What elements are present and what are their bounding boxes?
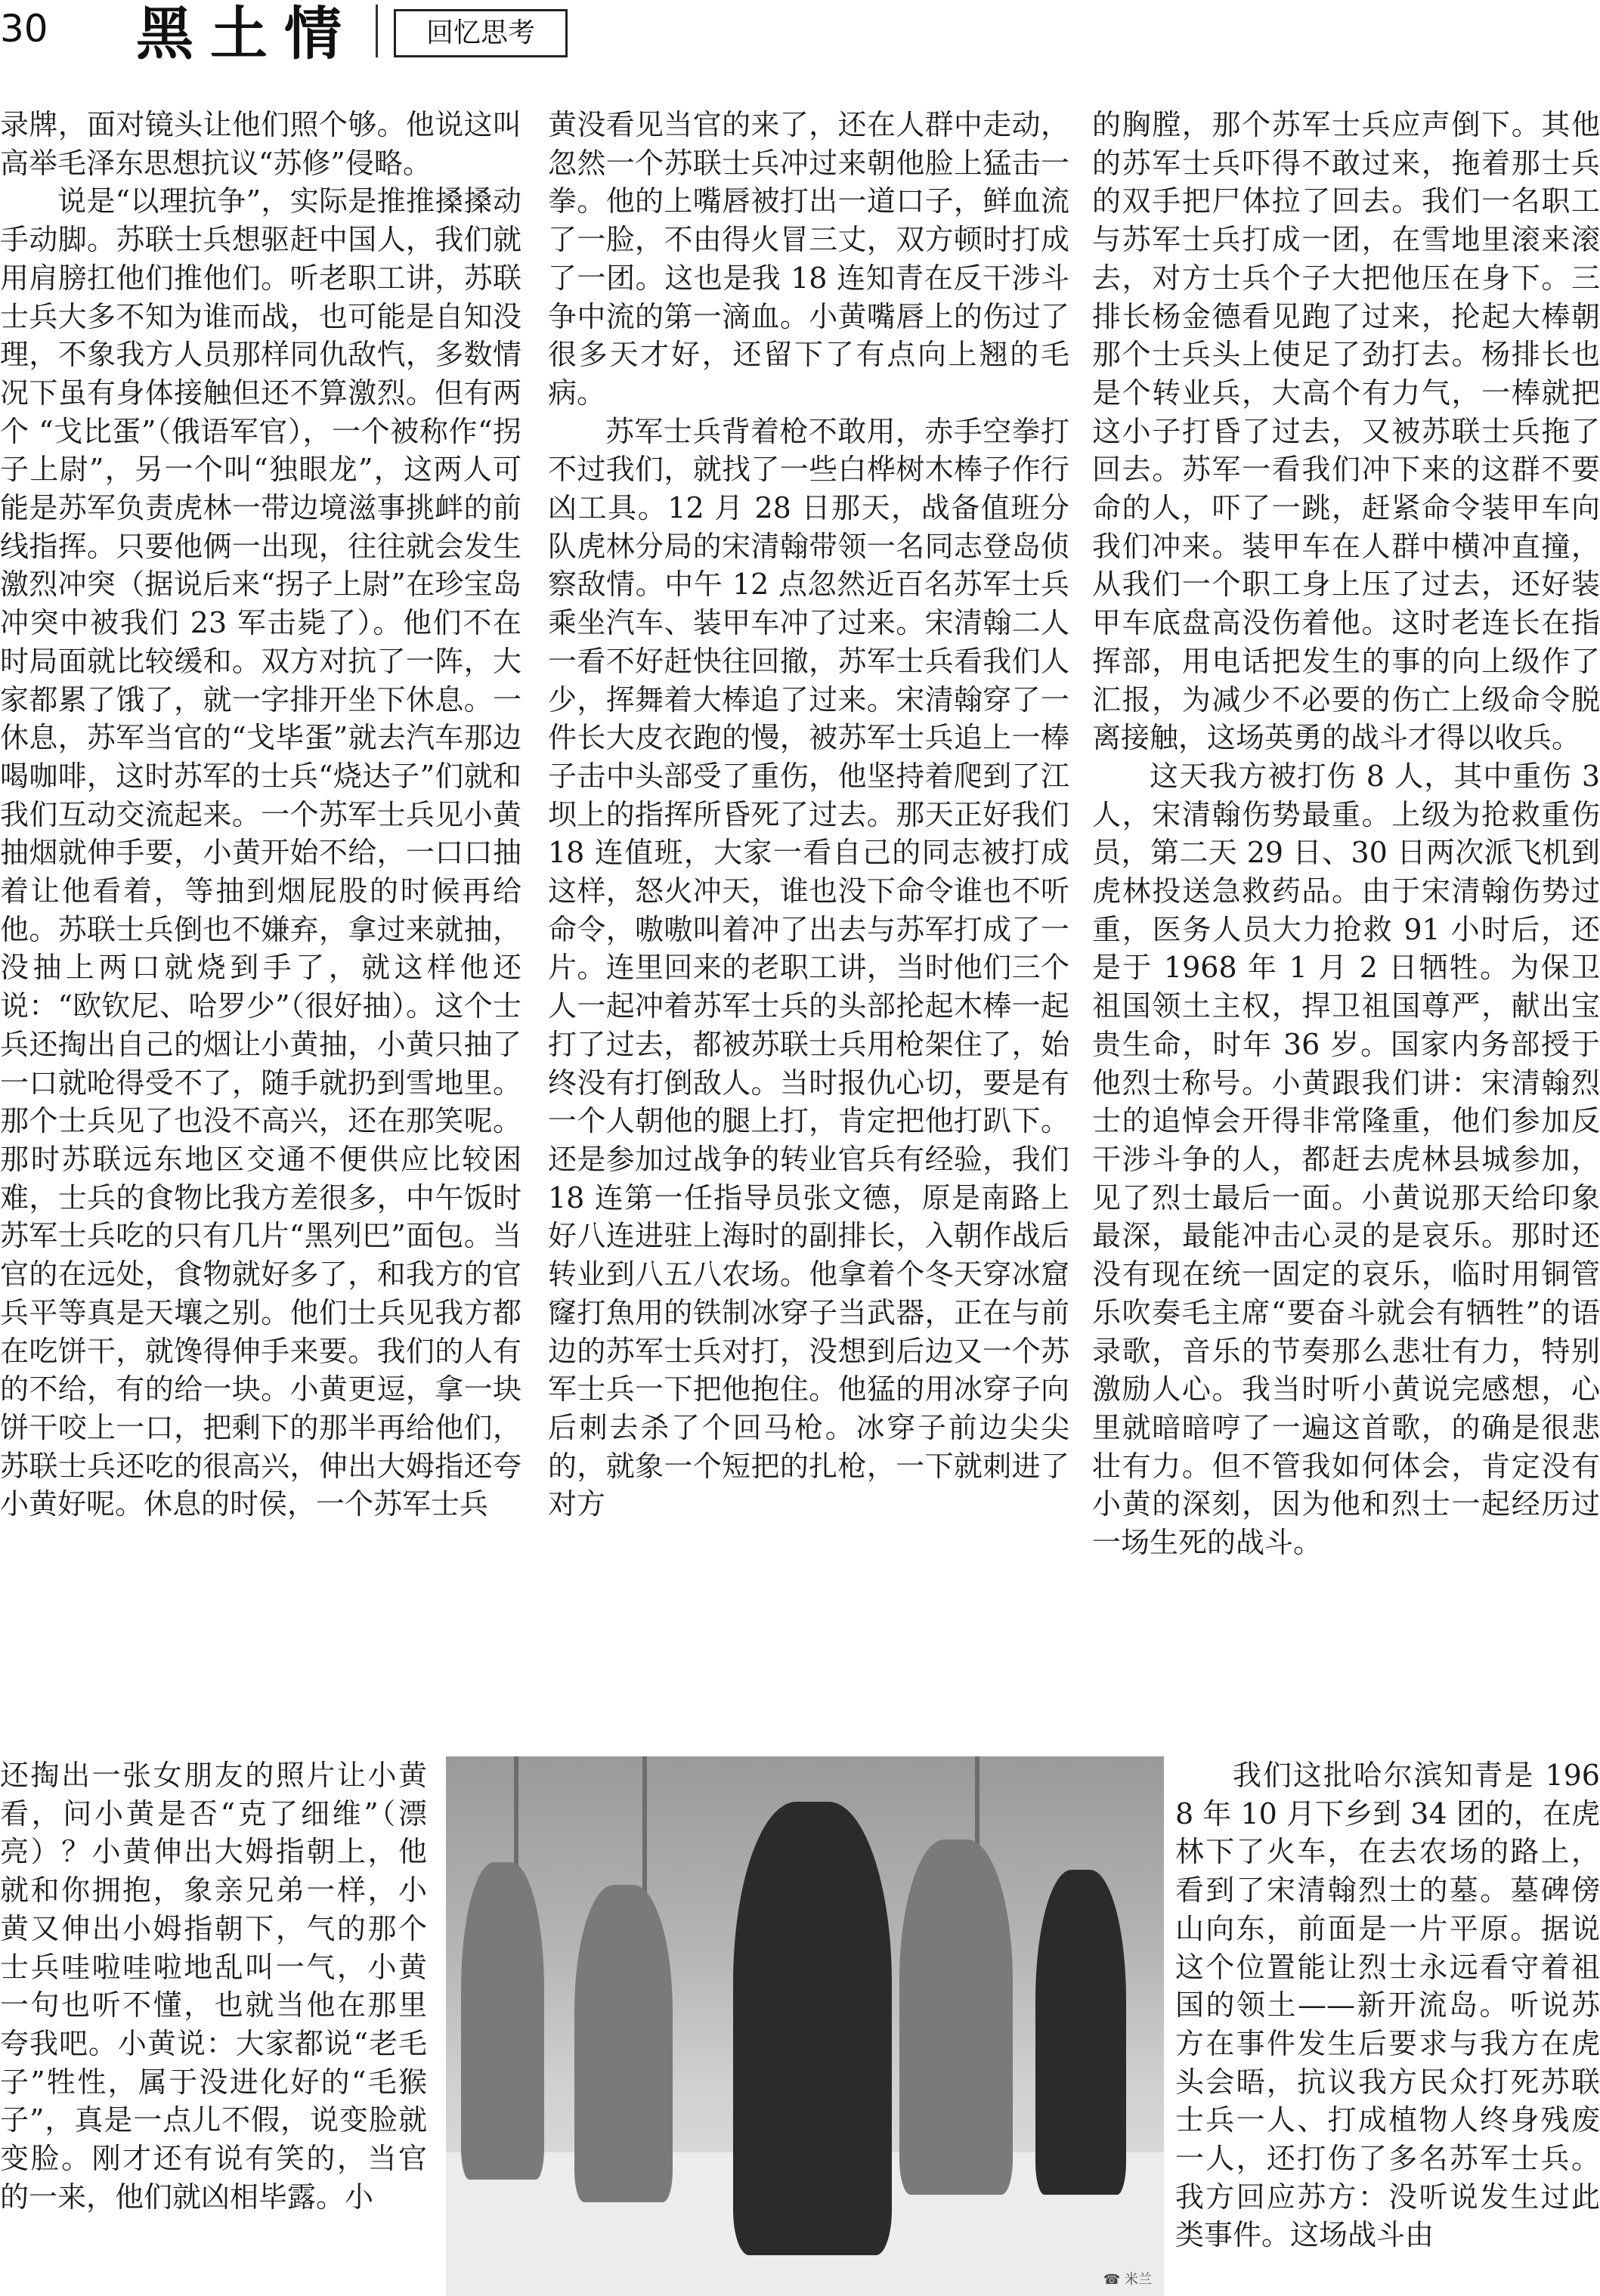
- page-number: 30: [0, 7, 48, 51]
- article-column-2: [548, 106, 1069, 1524]
- historical-photo: [446, 1756, 1164, 2296]
- paragraph: 黄没看见当官的来了，还在人群中走动，忽然一个苏联士兵冲过来朝他脸上猛击一拳。他的上嘴唇被打出一道口子，鲜血流了一脸，不由得火冒三丈，双方顿时打成了一团。这也是我 18 连知青在反干涉斗争中流的第一滴血。小黄嘴唇上的伤过了很多天才好，还留下了有点向上翘的毛病。: [548, 108, 1069, 410]
- article-column-1-wrap: [0, 1756, 427, 2216]
- section-label: 回忆思考: [394, 9, 568, 57]
- photo-figure: [461, 1862, 544, 2180]
- paragraph: 录牌，面对镜头让他们照个够。他说这叫高举毛泽东思想抗议“苏修”侵略。: [0, 108, 521, 180]
- photo-figure: [733, 1802, 892, 2255]
- header-divider: [376, 5, 378, 57]
- article-column-3-wrap: [1175, 1756, 1600, 2254]
- article-column-1: [0, 106, 521, 1524]
- paragraph: 这天我方被打伤 8 人，其中重伤 3 人，宋清翰伤势最重。上级为抢救重伤员，第二天 29 日、30 日两次派飞机到虎林投送急救药品。由于宋清翰伤势过重，医务人员大力抢救 91 小时后，还是于 1968 年 1 月 2 日牺牲。为保卫祖国领土主权，捍卫祖国尊严，献出宝贵生命，时年 36 岁。国家内务部授于他烈士称号。小黄跟我们讲：宋清翰烈士的追悼会开得非常隆重，他们参加反干涉斗争的人，都赶去虎林县城参加，见了烈士最后一面。小黄说那天给印象最深，最能冲击心灵的是哀乐。那时还没有现在统一固定的哀乐，临时用铜管乐吹奏毛主席“要奋斗就会有牺牲”的语录歌，音乐的节奏那么悲壮有力，特别激励人心。我当时听小黄说完感想，心里就暗暗哼了一遍这首歌，的确是很悲壮有力。但不管我如何体会，肯定没有小黄的深刻，因为他和烈士一起经历过一场生死的战斗。: [1092, 759, 1600, 1560]
- article-column-3: [1092, 106, 1600, 1562]
- photo-figure: [1035, 1870, 1126, 2195]
- paragraph: 还掏出一张女朋友的照片让小黄看，问小黄是否“克了细维”（漂亮）？小黄伸出大姆指朝上，他就和你拥抱，象亲兄弟一样，小黄又伸出小姆指朝下，气的那个士兵哇啦哇啦地乱叫一气，小黄一句也听不懂，也就当他在那里夸我吧。小黄说：大家都说“老毛子”牲性，属于没进化好的“毛猴子”，真是一点儿不假，说变脸就变脸。刚才还有说有笑的，当官的一来，他们就凶相毕露。小: [0, 1759, 427, 2214]
- photo-credit: ☎ 米兰: [1103, 2272, 1152, 2288]
- paragraph: 苏军士兵背着枪不敢用，赤手空拳打不过我们，就找了一些白桦树木棒子作行凶工具。12 月 28 日那天，战备值班分队虎林分局的宋清翰带领一名同志登岛侦察敌情。中午 12 点忽然近百名苏军士兵乘坐汽车、装甲车冲了过来。宋清翰二人一看不好赶快往回撤，苏军士兵看我们人少，挥舞着大棒追了过来。宋清翰穿了一件长大皮衣跑的慢，被苏军士兵追上一棒子击中头部受了重伤，他坚持着爬到了江坝上的指挥所昏死了过去。那天正好我们 18 连值班，大家一看自己的同志被打成这样，怒火冲天，谁也没下命令谁也不听命令，嗷嗷叫着冲了出去与苏军打成了一片。连里回来的老职工讲，当时他们三个人一起冲着苏军士兵的头部抡起木棒一起打了过去，都被苏联士兵用枪架住了，始终没有打倒敌人。当时报仇心切，要是有一个人朝他的腿上打，肯定把他打趴下。还是参加过战争的转业官兵有经验，我们 18 连第一任指导员张文德，原是南路上好八连进驻上海时的副排长，入朝作战后转业到八五八农场。他拿着个冬天穿冰窟窿打魚用的铁制冰穿子当武器，正在与前边的苏军士兵对打，没想到后边又一个苏军士兵一下把他抱住。他猛的用冰穿子向后刺去杀了个回马枪。冰穿子前边尖尖的，就象一个短把的扎枪，一下就刺进了对方: [548, 414, 1069, 1521]
- page-header: [0, 0, 1600, 76]
- paragraph: 说是“以理抗争”，实际是推推搡搡动手动脚。苏联士兵想驱赶中国人，我们就用肩膀扛他们推他们。听老职工讲，苏联士兵大多不知为谁而战，也可能是自知没理，不象我方人员那样同仇敌忾，多数情况下虽有身体接触但还不算激烈。但有两个 “戈比蛋”（俄语军官），一个被称作“拐子上尉”，另一个叫“独眼龙”，这两人可能是苏军负责虎林一带边境滋事挑衅的前线指挥。只要他俩一出现，往往就会发生激烈冲突（据说后来“拐子上尉”在珍宝岛冲突中被我们 23 军击毙了）。他们不在时局面就比较缓和。双方对抗了一阵，大家都累了饿了，就一字排开坐下休息。一休息，苏军当官的“戈毕蛋”就去汽车那边喝咖啡，这时苏军的士兵“烧达子”们就和我们互动交流起来。一个苏军士兵见小黄抽烟就伸手要，小黄开始不给，一口口抽着让他看着，等抽到烟屁股的时候再给他。苏联士兵倒也不嫌弃，拿过来就抽，没抽上两口就烧到手了，就这样他还说：“欧钦尼、哈罗少”（很好抽）。这个士兵还掏出自己的烟让小黄抽，小黄只抽了一口就呛得受不了，随手就扔到雪地里。那个士兵见了也没不高兴，还在那笑呢。那时苏联远东地区交通不便供应比较困难，士兵的食物比我方差很多，中午饭时苏军士兵吃的只有几片“黑列巴”面包。当官的在远处，食物就好多了，和我方的官兵平等真是天壤之别。他们士兵见我方都在吃饼干，就馋得伸手来要。我们的人有的不给，有的给一块。小黄更逗，拿一块饼干咬上一口，把剩下的那半再给他们，苏联士兵还吃的很高兴，伸出大姆指还夸小黄好呢。休息的时侯，一个苏军士兵: [0, 184, 521, 1521]
- paragraph: 我们这批哈尔滨知青是 1968 年 10 月下乡到 34 团的，在虎林下了火车，在去农场的路上，看到了宋清翰烈士的墓。墓碑傍山向东，前面是一片平原。据说这个位置能让烈士永远看守着祖国的领土——新开流岛。听说苏方在事件发生后要求与我方在虎头会晤，抗议我方民众打死苏联士兵一人、打成植物人终身残废一人，还打伤了多名苏军士兵。我方回应苏方：没听说发生过此类事件。这场战斗由: [1175, 1759, 1600, 2252]
- photo-figure: [574, 1885, 673, 2202]
- paragraph: 的胸膛，那个苏军士兵应声倒下。其他的苏军士兵吓得不敢过来，拖着那士兵的双手把尸体拉了回去。我们一名职工与苏军士兵打成一团，在雪地里滚来滚去，对方士兵个子大把他压在身下。三排长杨金德看见跑了过来，抡起大棒朝那个士兵头上使足了劲打去。杨排长也是个转业兵，大高个有力气，一棒就把这小子打昏了过去，又被苏联士兵拖了回去。苏军一看我们冲下来的这群不要命的人，吓了一跳，赶紧命令装甲车向我们冲来。装甲车在人群中横冲直撞，从我们一个职工身上压了过去，还好装甲车底盘高没伤着他。这时老连长在指挥部，用电话把发生的事的向上级作了汇报，为减少不必要的伤亡上级命令脱离接触，这场英勇的战斗才得以收兵。: [1092, 108, 1600, 755]
- photo-figure: [899, 1840, 1013, 2195]
- magazine-title: 黑土情: [136, 0, 358, 67]
